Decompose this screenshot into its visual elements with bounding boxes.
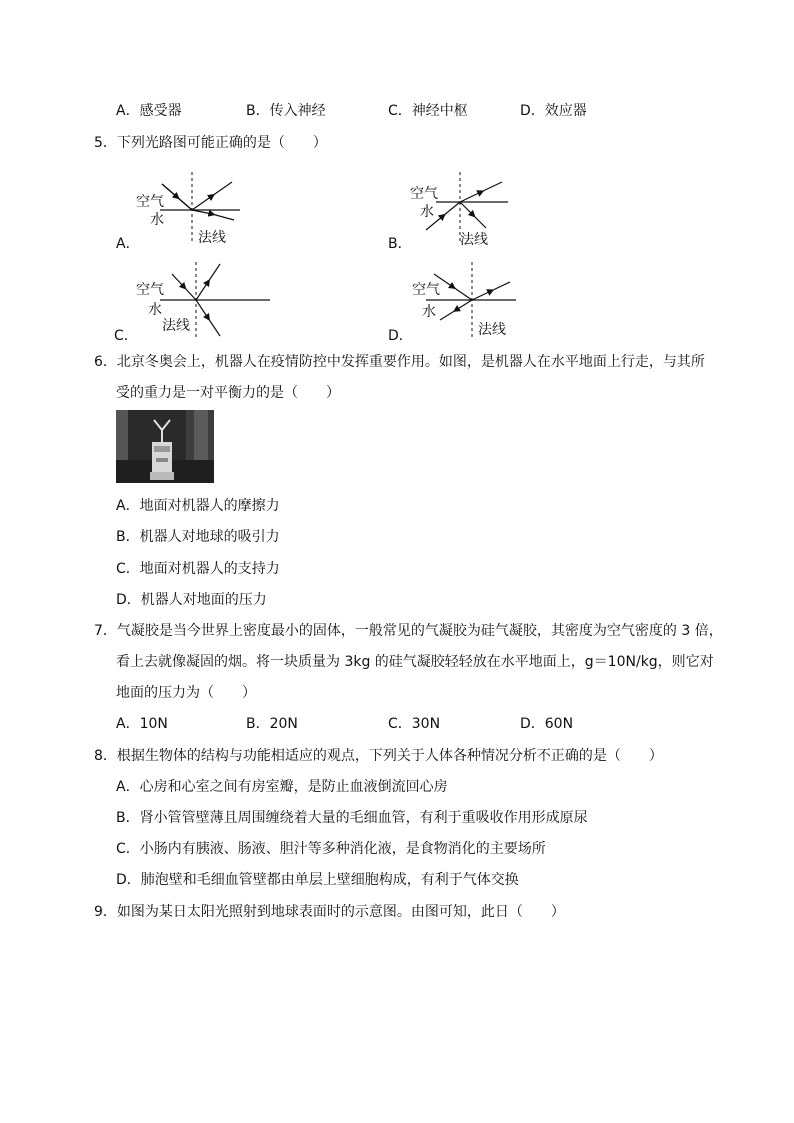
q7-option-d: D．60N bbox=[520, 716, 574, 732]
q5-diagram-b bbox=[386, 172, 526, 256]
q4-option-b: B．传入神经 bbox=[246, 103, 326, 119]
q8-option-d: D．肺泡壁和毛细血管壁都由单层上壁细胞构成，有利于气体交换 bbox=[116, 872, 519, 888]
q5-a-water-label: 水 bbox=[150, 212, 164, 228]
q5-c-option-label: C． bbox=[114, 328, 138, 344]
q6-option-c: C．地面对机器人的支持力 bbox=[116, 561, 280, 577]
q5-b-air-label: 空气 bbox=[410, 186, 438, 202]
q5-stem: 5．下列光路图可能正确的是（ ） bbox=[94, 135, 327, 151]
q6-stem-line1: 6．北京冬奥会上，机器人在疫情防控中发挥重要作用。如图，是机器人在水平地面上行走，与其所 bbox=[94, 354, 705, 370]
q5-d-water-label: 水 bbox=[422, 304, 436, 320]
q8-option-b: B．肾小管管壁薄且周围缠绕着大量的毛细血管，有利于重吸收作用形成原尿 bbox=[116, 810, 588, 826]
q5-d-option-label: D． bbox=[388, 328, 413, 344]
q5-c-air-label: 空气 bbox=[136, 282, 164, 298]
q6-stem-line2: 受的重力是一对平衡力的是（ ） bbox=[116, 385, 340, 401]
q8-option-c: C．小肠内有胰液、肠液、胆汁等多种消化液，是食物消化的主要场所 bbox=[116, 841, 546, 857]
q5-b-option-label: B． bbox=[388, 236, 412, 252]
q7-stem-line3: 地面的压力为（ ） bbox=[116, 685, 256, 701]
q7-option-c: C．30N bbox=[388, 716, 441, 732]
q5-d-air-label: 空气 bbox=[412, 282, 440, 298]
q8-stem: 8．根据生物体的结构与功能相适应的观点，下列关于人体各种情况分析不正确的是（ ） bbox=[94, 748, 663, 764]
q5-diagram-a bbox=[112, 172, 252, 256]
q5-diagram-c bbox=[112, 262, 272, 346]
q5-b-water-label: 水 bbox=[420, 204, 434, 220]
q5-c-normal-label: 法线 bbox=[162, 318, 190, 334]
q6-option-b: B．机器人对地球的吸引力 bbox=[116, 529, 280, 545]
q6-option-a: A．地面对机器人的摩擦力 bbox=[116, 498, 280, 514]
q5-diagram-d bbox=[386, 262, 526, 346]
q5-d-normal-label: 法线 bbox=[478, 322, 506, 338]
q4-option-c: C．神经中枢 bbox=[388, 103, 468, 119]
q7-stem-line2: 看上去就像凝固的烟。将一块质量为 3kg 的硅气凝胶轻轻放在水平地面上，g＝10N/kg，则它对 bbox=[116, 654, 714, 670]
q7-stem-line1: 7．气凝胶是当今世界上密度最小的固体，一般常见的气凝胶为硅气凝胶，其密度为空气密度的 3 倍， bbox=[94, 623, 723, 639]
q7-option-b: B．20N bbox=[246, 716, 298, 732]
q5-c-water-label: 水 bbox=[148, 302, 162, 318]
q4-option-a: A．感受器 bbox=[116, 103, 182, 119]
q9-stem: 9．如图为某日太阳光照射到地球表面时的示意图。由图可知，此日（ ） bbox=[94, 904, 565, 920]
q7-option-a: A．10N bbox=[116, 716, 168, 732]
q6-option-d: D．机器人对地面的压力 bbox=[116, 592, 267, 608]
q5-a-normal-label: 法线 bbox=[198, 230, 226, 246]
q5-a-air-label: 空气 bbox=[136, 194, 164, 210]
q4-option-d: D．效应器 bbox=[520, 103, 587, 119]
q5-a-option-label: A． bbox=[116, 236, 140, 252]
q8-option-a: A．心房和心室之间有房室瓣，是防止血液倒流回心房 bbox=[116, 779, 448, 795]
q5-b-normal-label: 法线 bbox=[460, 232, 488, 248]
robot-photo bbox=[116, 410, 214, 483]
